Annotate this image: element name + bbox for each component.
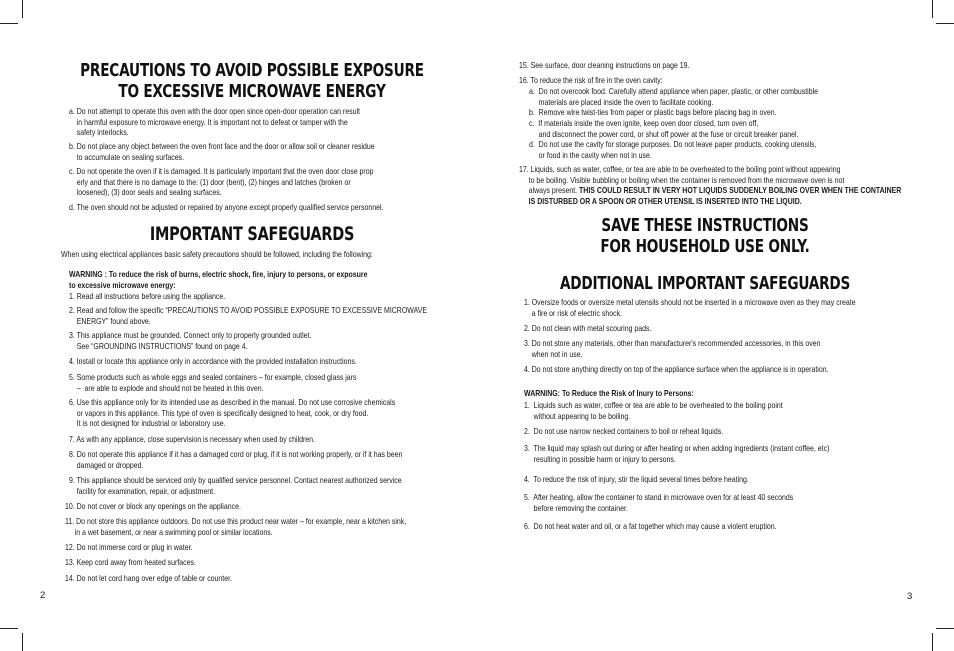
right-page [477, 0, 954, 651]
sub-item: a. Do not overcook food. Carefully attend appliance when paper, plastic, or other combustible materials are placed inside the oven to facilitate cooking. [529, 86, 819, 107]
list-item: 15. See surface, door cleaning instructions on page 19. [519, 60, 690, 70]
list-item: 4. To reduce the risk of injury, stir the liquid several times before heating. [524, 474, 749, 484]
list-item: 12. Do not immerse cord or plug in water. [65, 542, 193, 552]
list-item: 3. This appliance must be grounded. Connect only to properly grounded outlet. See “GROUNDING INSTRUCTIONS” found on page 4. [69, 330, 312, 351]
list-item: 14. Do not let cord hang over edge of table or counter. [65, 573, 233, 583]
item17-bold-b: IS DISTURBED OR A SPOON OR OTHER UTENSIL IS INSERTED INTO THE LIQUID. [519, 195, 802, 206]
save-instructions-title: SAVE THESE INSTRUCTIONS FOR HOUSEHOLD USE ONLY. [600, 216, 810, 257]
list-item: 3. The liquid may splash out during or after heating or when adding ingredients (instant coffee, etc) resulting in possible harm or injury to persons. [524, 443, 830, 464]
list-item: 7. As with any appliance, close supervision is necessary when used by children. [69, 434, 316, 444]
page-number: 3 [907, 591, 913, 602]
precaution-d: d. The oven should not be adjusted or repaired by anyone except properly qualified service personnel. [69, 202, 384, 212]
list-item [519, 164, 901, 206]
list-item: 3. Do not store any materials, other than manufacturer's recommended accessories, in this oven when not in use. [524, 338, 821, 359]
safeguards-intro: When using electrical appliances basic safety precautions should be followed, including the following: [61, 249, 373, 259]
warning-heading: WARNING : To reduce the risk of burns, electric shock, fire, injury to persons, or exposure to excessive microwave energy: [69, 269, 368, 290]
list-item: 6. Use this appliance only for its intended use as described in the manual. Do not use corrosive chemicals or vapors in this appliance. This type of oven is specifically designed to heat, cook, or dry food. It is not designed for industrial or laboratory use. [69, 397, 396, 429]
list-item: 1. Liquids such as water, coffee or tea are able to be overheated to the boiling point without appearing to be boiling. [524, 400, 783, 421]
sub-item: d. Do not use the cavity for storage purposes. Do not leave paper products, cooking utensils, or food in the cavity when not in use. [529, 139, 817, 160]
precaution-b: b. Do not place any object between the oven front face and the door or allow soil or cleaner residue to accumulate on sealing surfaces. [69, 141, 375, 162]
list-item: 5. Some products such as whole eggs and sealed containers – for example, closed glass jars – are able to explode and should not be heated in this oven. [69, 372, 357, 393]
list-item: 6. Do not heat water and oil, or a fat together which may cause a violent eruption. [524, 521, 777, 531]
list-item: 1. Oversize foods or oversize metal utensils should not be inserted in a microwave oven as they may create a fire or risk of electric shock. [524, 297, 856, 318]
additional-safeguards-title: ADDITIONAL IMPORTANT SAFEGUARDS [559, 274, 851, 294]
list-item: 2. Read and follow the specific “PRECAUTIONS TO AVOID POSSIBLE EXPOSURE TO EXCESSIVE MICROWAVE ENERGY” found above. [69, 305, 428, 326]
list-item: 10. Do not cover or block any openings on the appliance. [65, 501, 241, 511]
list-item: 13. Keep cord away from heated surfaces. [65, 557, 196, 567]
page-number: 2 [40, 590, 46, 601]
list-item: 16. To reduce the risk of fire in the oven cavity: [519, 75, 663, 85]
list-item: 4. Do not store anything directly on top of the appliance surface when the appliance is in operation. [524, 364, 829, 374]
list-item: 9. This appliance should be serviced only by qualified service personnel. Contact nearest authorized service facility for examination, repair, or adjustment. [69, 475, 402, 496]
list-item: 1. Read all instructions before using the appliance. [69, 291, 226, 301]
sub-item: b. Remove wire twist-ties from paper or plastic bags before placing bag in oven. [529, 107, 777, 117]
list-item: 11. Do not store this appliance outdoors. Do not use this product near water – for example, near a kitchen sink, in a wet basement, or near a swimming pool or similar locations. [65, 516, 407, 537]
precaution-a: a. Do not attempt to operate this oven with the door open since open-door operation can result in harmful exposure to microwave energy. It is important not to defeat or tamper with the safety interlocks. [69, 106, 360, 138]
list-item: 2. Do not clean with metal scouring pads. [524, 323, 652, 333]
precautions-title: PRECAUTIONS TO AVOID POSSIBLE EXPOSURE TO EXCESSIVE MICROWAVE ENERGY [80, 61, 424, 102]
warning-heading: WARNING: To Reduce the Risk of Inury to Persons: [524, 388, 694, 398]
list-item: 8. Do not operate this appliance if it has a damaged cord or plug, if it is not working properly, or if it has been damaged or dropped. [69, 449, 403, 470]
item17-bold-a: THIS COULD RESULT IN VERY HOT LIQUIDS SUDDENLY BOILING OVER WHEN THE CONTAINER [579, 185, 902, 196]
list-item: 5. After heating, allow the container to stand in microwave oven for at least 40 seconds before removing the container. [524, 492, 794, 513]
list-item: 4. Install or locate this appliance only in accordance with the provided installation instructions. [69, 356, 357, 366]
precaution-c: c. Do not operate the oven if it is damaged. It is particularly important that the oven door close prop erly and that there is no damage to the: (1) door (bent), (2) hinges and latches (broken or loosened), (3) door seals and sealing surfaces. [69, 166, 374, 198]
item17-text: 17. Liquids, such as water, coffee, or tea are able to be overheated to the boiling point without appearing to be boiling. Visible bubbling or boiling when the container is removed from the microwave oven is not always present. [519, 164, 845, 196]
safeguards-title: IMPORTANT SAFEGUARDS [149, 224, 355, 245]
list-item: 2. Do not use narrow necked containers to boil or reheat liquids. [524, 426, 724, 436]
sub-item: c. If materials inside the oven ignite, keep oven door closed, turn oven off, and disconnect the power cord, or shut off power at the fuse or circuit breaker panel. [529, 118, 799, 139]
